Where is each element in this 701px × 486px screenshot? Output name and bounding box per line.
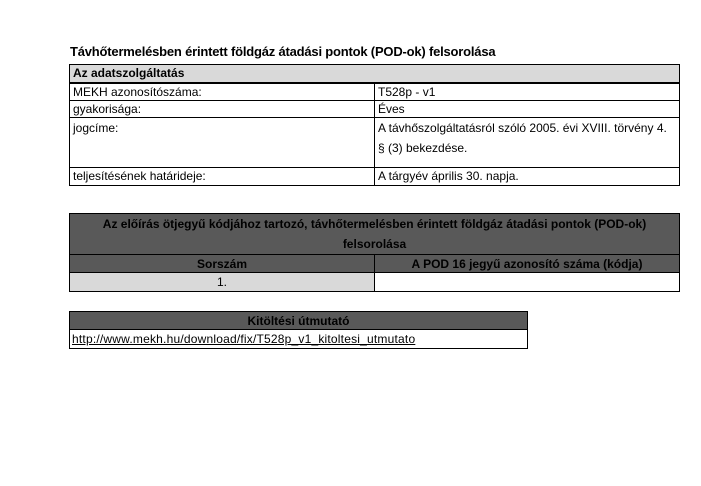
info-section-header: Az adatszolgáltatás [70, 65, 680, 84]
info-value-frequency: Éves [375, 101, 680, 118]
pod-col-code: A POD 16 jegyű azonosító száma (kódja) [375, 255, 680, 273]
info-label-id: MEKH azonosítószáma: [70, 83, 375, 101]
table-row [70, 273, 680, 292]
info-label-deadline: teljesítésének határideje: [70, 168, 375, 186]
pod-row-code-cell[interactable] [375, 273, 680, 292]
guide-link-cell [70, 330, 528, 349]
pod-col-serial: Sorszám [70, 255, 375, 273]
pod-heading: Az előírás ötjegyű kódjához tartozó, távhőtermelésben érintett földgáz átadási pontok (POD-ok) felsorolása [70, 214, 680, 255]
info-table [69, 64, 680, 186]
info-value-deadline: A tárgyév április 30. napja. [375, 168, 680, 186]
page-title: Távhőtermelésben érintett földgáz átadási pontok (POD-ok) felsorolása [70, 44, 496, 59]
pod-table [69, 213, 680, 292]
pod-row-serial: 1. [70, 273, 375, 292]
info-label-legal-basis: jogcíme: [70, 118, 375, 168]
info-label-frequency: gyakorisága: [70, 101, 375, 118]
guide-heading: Kitöltési útmutató [70, 312, 528, 330]
info-value-id: T528p - v1 [375, 83, 680, 101]
guide-table [69, 311, 528, 349]
guide-link[interactable]: http://www.mekh.hu/download/fix/T528p_v1_kitoltesi_utmutato [72, 332, 416, 346]
info-value-legal-basis: A távhőszolgáltatásról szóló 2005. évi XVIII. törvény 4. § (3) bekezdése. [375, 118, 680, 168]
